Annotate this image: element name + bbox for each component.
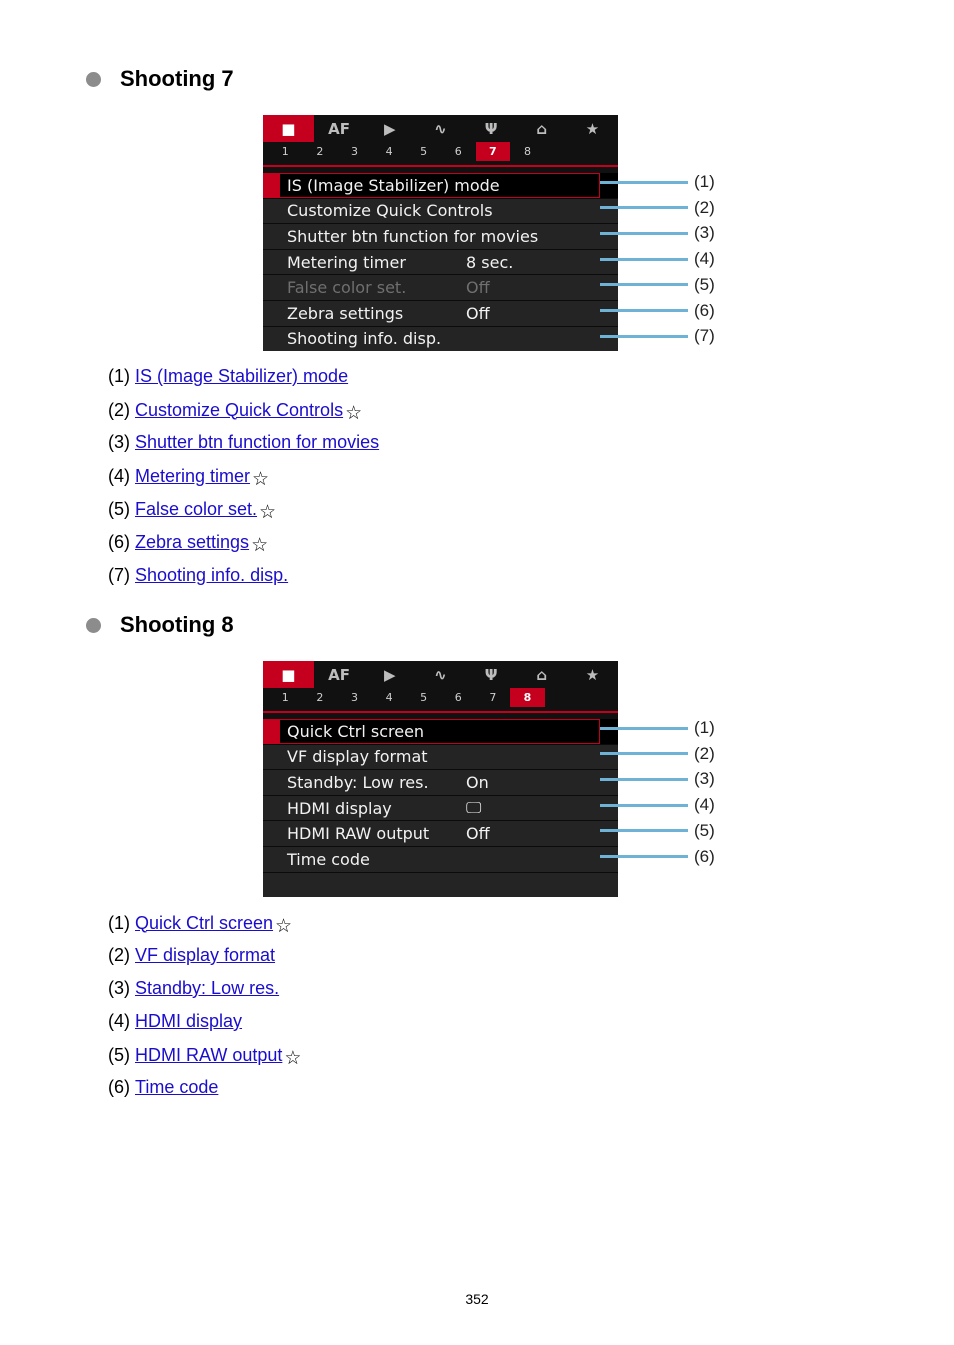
item-number: (4) bbox=[108, 465, 130, 486]
link-shooting-info-disp[interactable]: Shooting info. disp. bbox=[135, 565, 289, 585]
list-item bbox=[108, 465, 270, 490]
star-icon: ☆ bbox=[259, 501, 277, 523]
menu-item-label: VF display format bbox=[287, 747, 428, 767]
menu-item bbox=[263, 719, 618, 745]
menu-divider bbox=[263, 165, 618, 173]
playback-tab-icon: ▶ bbox=[383, 665, 396, 684]
callout-label: (3) bbox=[694, 769, 715, 789]
page-number: 3 bbox=[350, 691, 358, 704]
callout bbox=[600, 172, 715, 192]
menu-item bbox=[263, 275, 618, 301]
callout-line bbox=[600, 232, 688, 235]
callout bbox=[600, 301, 715, 321]
callout-label: (1) bbox=[694, 172, 715, 191]
menu-item-label: Customize Quick Controls bbox=[287, 201, 493, 221]
callout-line bbox=[600, 181, 688, 184]
list-item bbox=[108, 399, 363, 424]
item-number: (1) bbox=[108, 366, 130, 386]
callout-line bbox=[600, 829, 688, 832]
menu-item-value: 8 sec. bbox=[466, 252, 514, 272]
menu-item bbox=[263, 199, 618, 225]
menu-divider bbox=[263, 711, 618, 719]
menu-tab-bar bbox=[263, 661, 618, 688]
menu-item bbox=[263, 745, 618, 771]
callout bbox=[600, 795, 715, 815]
page-number: 5 bbox=[420, 145, 428, 158]
af-tab-icon: AF bbox=[328, 119, 350, 138]
callout-line bbox=[600, 309, 688, 312]
link-shutter-btn-function[interactable]: Shutter btn function for movies bbox=[135, 432, 380, 452]
link-standby-low-res[interactable]: Standby: Low res. bbox=[135, 978, 280, 998]
page-number-active: 7 bbox=[476, 142, 511, 161]
star-icon: ☆ bbox=[275, 915, 293, 937]
menu-item-label: Zebra settings bbox=[287, 303, 404, 323]
callout-line bbox=[600, 283, 688, 286]
menu-item-label: IS (Image Stabilizer) mode bbox=[287, 175, 500, 195]
callout-label: (3) bbox=[694, 223, 715, 243]
callout-line bbox=[600, 804, 688, 807]
link-customize-quick-controls[interactable]: Customize Quick Controls bbox=[135, 399, 344, 420]
menu-item bbox=[263, 301, 618, 327]
page-number-active: 8 bbox=[510, 688, 545, 707]
list-item bbox=[108, 531, 269, 556]
callout-label: (2) bbox=[694, 197, 715, 217]
callout-label: (2) bbox=[694, 743, 715, 763]
list-item bbox=[108, 565, 290, 586]
section-title: Shooting 8 bbox=[120, 612, 234, 637]
camera-tab-icon: ■ bbox=[263, 661, 314, 688]
page-number: 1 bbox=[281, 691, 289, 704]
menu-item bbox=[263, 847, 618, 873]
link-is-mode[interactable]: IS (Image Stabilizer) mode bbox=[135, 366, 349, 386]
menu-item bbox=[263, 796, 618, 822]
callout bbox=[600, 847, 715, 867]
item-number: (5) bbox=[108, 1044, 130, 1065]
callout-line bbox=[600, 258, 688, 261]
menu-item bbox=[263, 250, 618, 276]
callout bbox=[600, 326, 715, 346]
callout-label: (6) bbox=[694, 846, 715, 866]
bullet-icon bbox=[86, 618, 101, 633]
callout-label: (7) bbox=[694, 326, 715, 346]
link-vf-display-format[interactable]: VF display format bbox=[135, 945, 276, 965]
setup-tab-icon: Ψ bbox=[484, 665, 498, 684]
custom-tab-icon: ⌂ bbox=[536, 119, 548, 138]
item-number: (2) bbox=[108, 399, 130, 420]
callout bbox=[600, 718, 715, 738]
menu-item-label: False color set. bbox=[287, 278, 407, 298]
menu-item-empty bbox=[263, 873, 618, 897]
callout-line bbox=[600, 727, 688, 730]
menu-item bbox=[263, 327, 618, 351]
callout-label: (4) bbox=[694, 795, 715, 815]
item-number: (6) bbox=[108, 531, 130, 552]
list-item bbox=[108, 432, 381, 453]
menu-item-value: Off bbox=[466, 303, 490, 323]
callout bbox=[600, 198, 715, 218]
page-number: 5 bbox=[420, 691, 428, 704]
page-number: 1 bbox=[281, 145, 289, 158]
camera-menu-screen-shooting-8 bbox=[263, 661, 618, 897]
page-number: 6 bbox=[454, 691, 462, 704]
callout bbox=[600, 275, 715, 295]
menu-item-label: HDMI RAW output bbox=[287, 824, 430, 844]
callout-label: (6) bbox=[694, 300, 715, 320]
menu-item-label: Time code bbox=[287, 849, 370, 869]
page-number: 2 bbox=[316, 145, 324, 158]
menu-item-label: Standby: Low res. bbox=[287, 772, 429, 792]
item-number: (1) bbox=[108, 912, 130, 933]
list-item bbox=[108, 912, 293, 937]
callout bbox=[600, 249, 715, 269]
menu-item-value: Off bbox=[466, 278, 490, 298]
camera-tab-icon: ■ bbox=[263, 115, 314, 142]
callout-line bbox=[600, 752, 688, 755]
link-false-color-set[interactable]: False color set. bbox=[135, 498, 258, 519]
menu-item-value: On bbox=[466, 772, 489, 792]
callout-label: (5) bbox=[694, 274, 715, 294]
bullet-icon bbox=[86, 72, 101, 87]
menu-items bbox=[263, 173, 618, 351]
section-title: Shooting 7 bbox=[120, 66, 234, 91]
menu-item-label: HDMI display bbox=[287, 798, 392, 818]
monitor-icon: 🖵 bbox=[466, 798, 482, 818]
item-number: (2) bbox=[108, 945, 130, 965]
list-item bbox=[108, 945, 277, 966]
page-number: 2 bbox=[316, 691, 324, 704]
page-number: 3 bbox=[350, 145, 358, 158]
menu-item bbox=[263, 173, 618, 199]
menu-item-label: Shutter btn function for movies bbox=[287, 226, 539, 246]
star-icon: ☆ bbox=[284, 1047, 302, 1069]
callout-label: (5) bbox=[694, 820, 715, 840]
af-tab-icon: AF bbox=[328, 665, 350, 684]
menu-items bbox=[263, 719, 618, 897]
playback-tab-icon: ▶ bbox=[383, 119, 396, 138]
wireless-tab-icon: ∿ bbox=[434, 119, 447, 138]
item-number: (7) bbox=[108, 565, 130, 585]
list-item bbox=[108, 1077, 220, 1098]
menu-page-numbers bbox=[263, 142, 618, 165]
menu-item bbox=[263, 224, 618, 250]
item-number: (3) bbox=[108, 432, 130, 452]
link-quick-ctrl-screen[interactable]: Quick Ctrl screen bbox=[135, 912, 274, 933]
callout bbox=[600, 223, 715, 243]
menu-item-label: Shooting info. disp. bbox=[287, 329, 442, 349]
section-heading-shooting-8 bbox=[86, 612, 234, 638]
link-hdmi-display[interactable]: HDMI display bbox=[135, 1011, 243, 1031]
my-menu-tab-icon: ★ bbox=[585, 665, 600, 684]
menu-item bbox=[263, 770, 618, 796]
link-zebra-settings[interactable]: Zebra settings bbox=[135, 531, 250, 552]
list-item bbox=[108, 366, 350, 387]
callout-line bbox=[600, 855, 688, 858]
item-number: (4) bbox=[108, 1011, 130, 1031]
link-metering-timer[interactable]: Metering timer bbox=[135, 465, 251, 486]
page-number-footer: 352 bbox=[465, 1291, 489, 1307]
callout-line bbox=[600, 206, 688, 209]
list-item bbox=[108, 1044, 302, 1069]
custom-tab-icon: ⌂ bbox=[536, 665, 548, 684]
page-number: 7 bbox=[489, 691, 497, 704]
menu-page-numbers bbox=[263, 688, 618, 711]
page-number: 6 bbox=[454, 145, 462, 158]
callout-label: (4) bbox=[694, 249, 715, 269]
link-hdmi-raw-output[interactable]: HDMI RAW output bbox=[135, 1044, 283, 1065]
star-icon: ☆ bbox=[345, 402, 363, 424]
callout-label: (1) bbox=[694, 718, 715, 737]
callout bbox=[600, 769, 715, 789]
menu-item bbox=[263, 821, 618, 847]
wireless-tab-icon: ∿ bbox=[434, 665, 447, 684]
callout-line bbox=[600, 778, 688, 781]
item-number: (6) bbox=[108, 1077, 130, 1097]
item-number: (3) bbox=[108, 978, 130, 998]
list-item bbox=[108, 1011, 244, 1032]
list-item bbox=[108, 978, 281, 999]
page-number: 8 bbox=[523, 145, 531, 158]
menu-item-value: Off bbox=[466, 824, 490, 844]
star-icon: ☆ bbox=[251, 534, 269, 556]
link-time-code[interactable]: Time code bbox=[135, 1077, 219, 1097]
camera-menu-screen-shooting-7 bbox=[263, 115, 618, 351]
section-heading-shooting-7 bbox=[86, 66, 234, 92]
menu-item-label: Quick Ctrl screen bbox=[287, 721, 425, 741]
page-number: 4 bbox=[385, 691, 393, 704]
list-item bbox=[108, 498, 277, 523]
item-number: (5) bbox=[108, 498, 130, 519]
callout bbox=[600, 744, 715, 764]
menu-item-label: Metering timer bbox=[287, 252, 406, 272]
menu-tab-bar bbox=[263, 115, 618, 142]
my-menu-tab-icon: ★ bbox=[585, 119, 600, 138]
callout bbox=[600, 821, 715, 841]
star-icon: ☆ bbox=[252, 468, 270, 490]
setup-tab-icon: Ψ bbox=[484, 119, 498, 138]
callout-line bbox=[600, 335, 688, 338]
page-number: 4 bbox=[385, 145, 393, 158]
